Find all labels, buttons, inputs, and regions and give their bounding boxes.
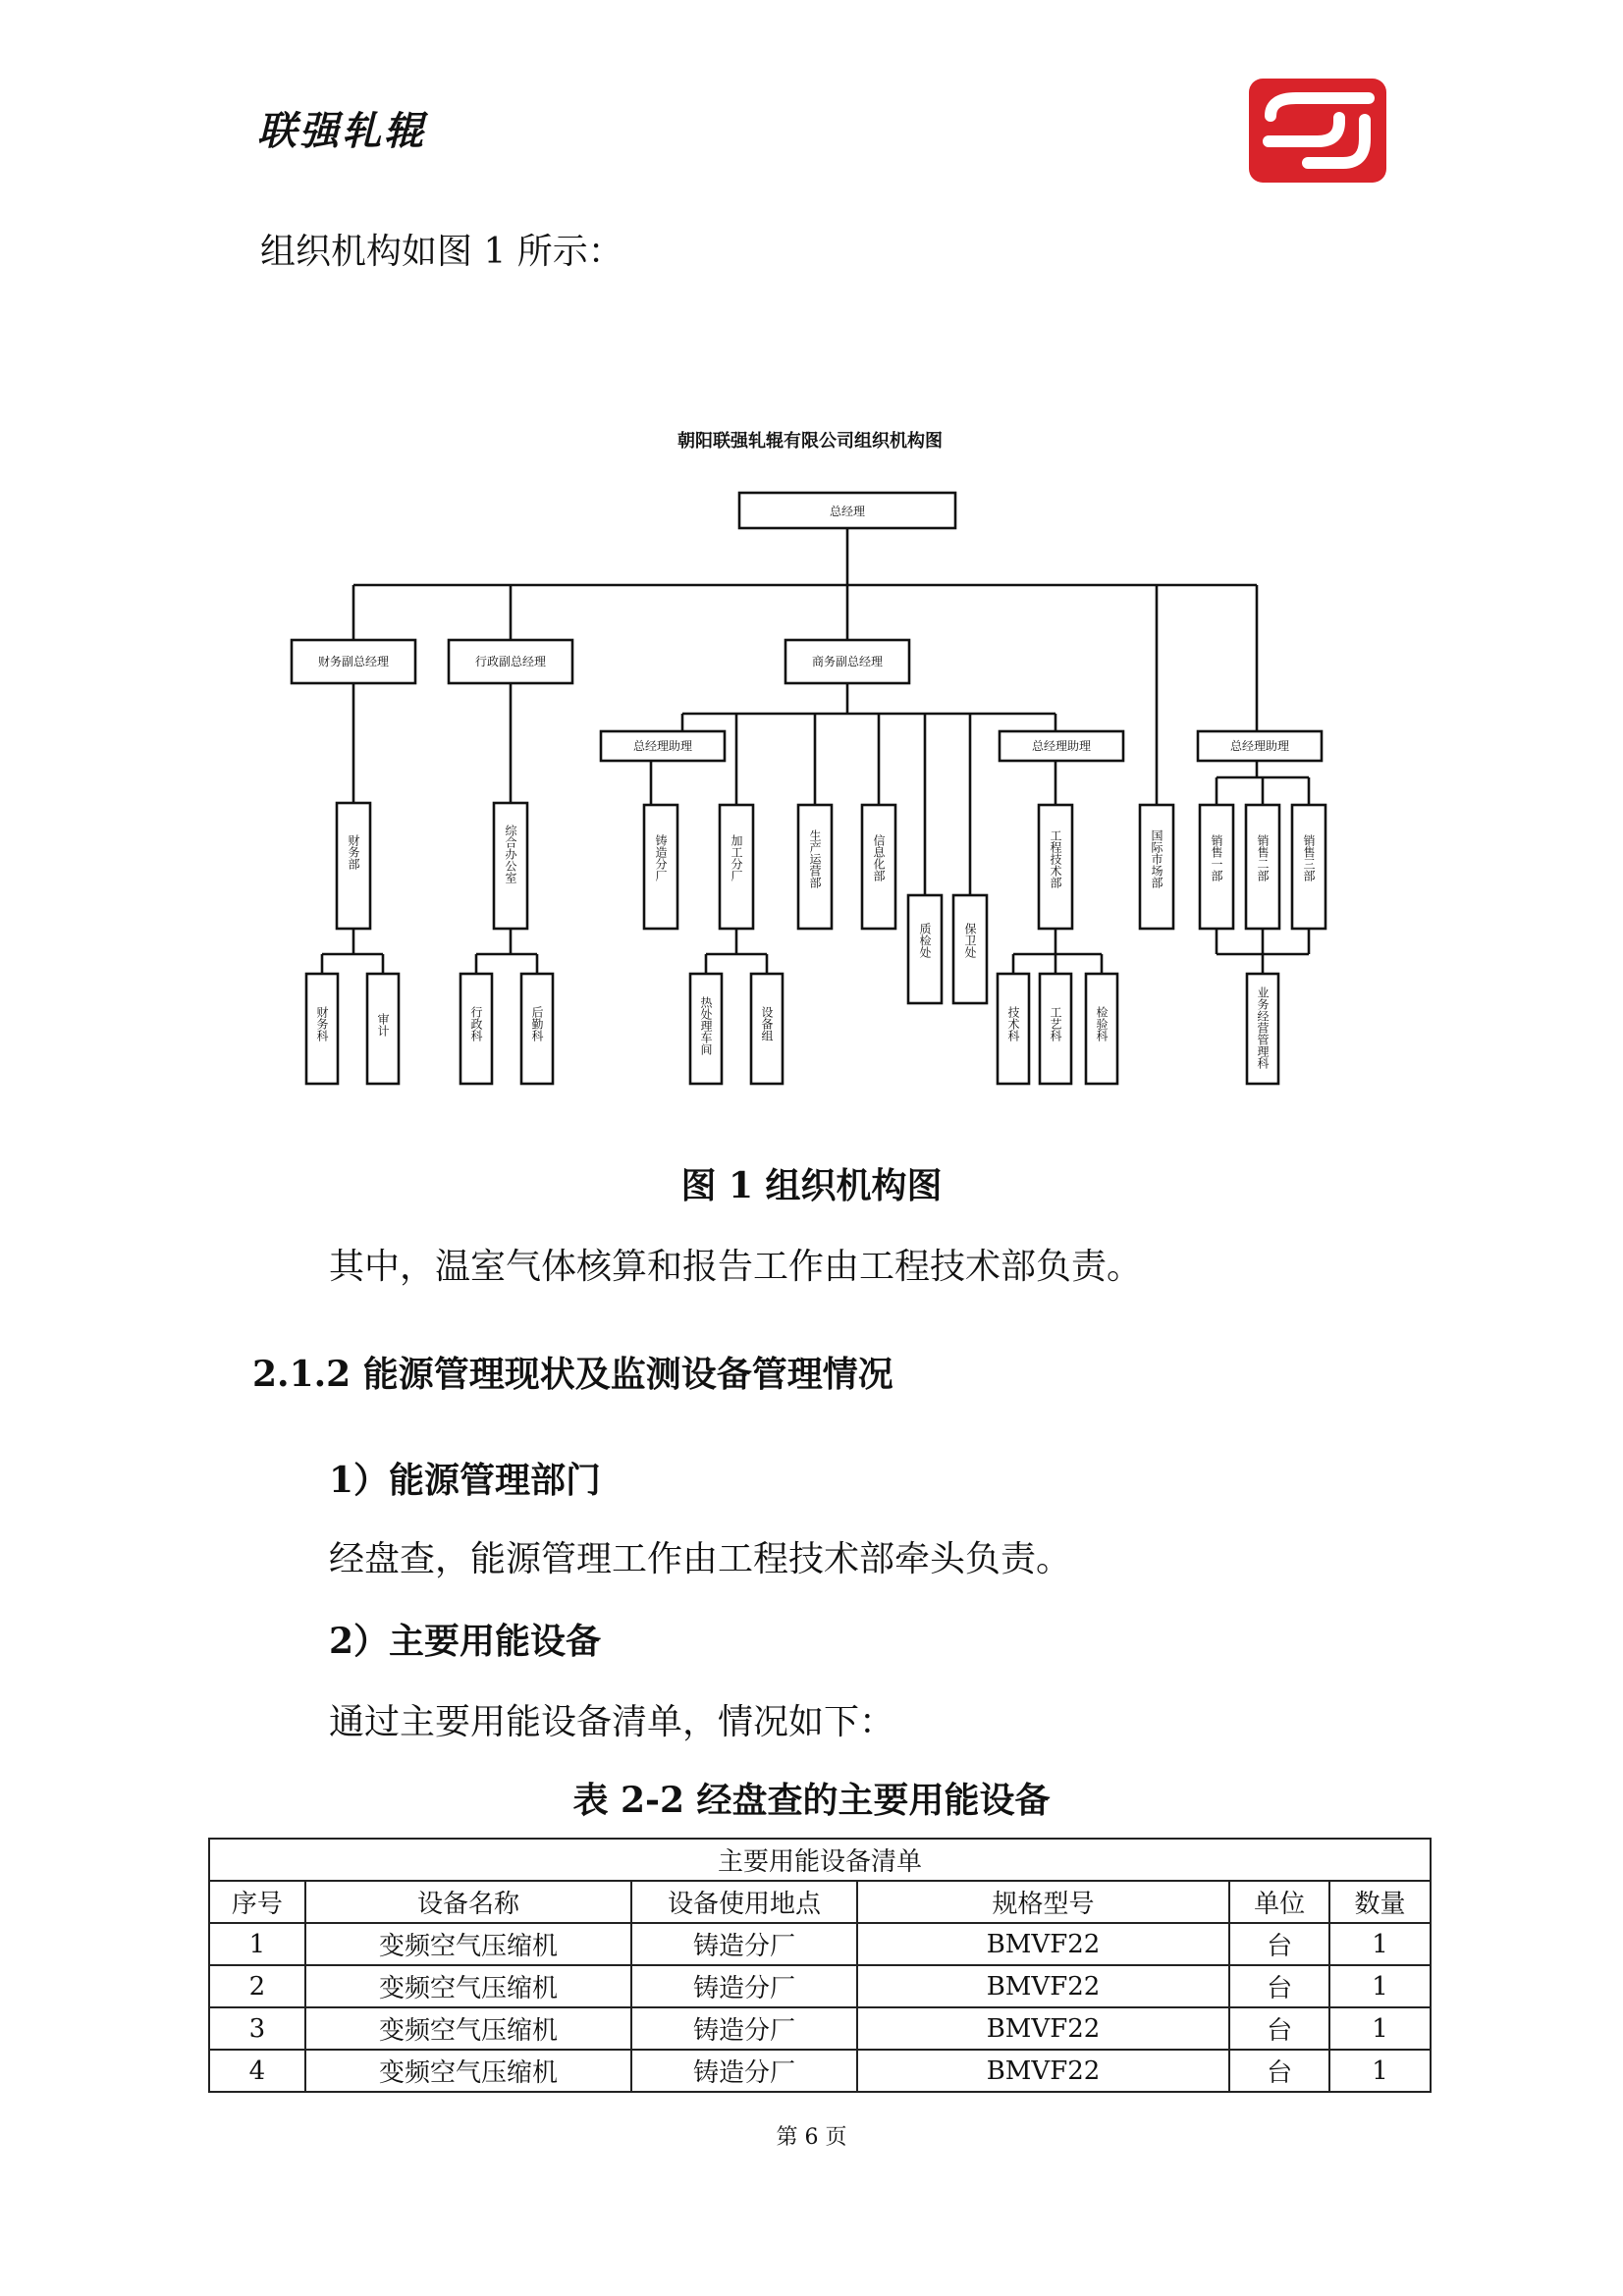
table-cell: 变频空气压缩机 xyxy=(305,1923,631,1965)
table-cell: 1 xyxy=(1329,2007,1431,2050)
table-cell: BMVF22 xyxy=(857,1965,1229,2007)
column-header: 规格型号 xyxy=(857,1881,1229,1923)
org-vp-finance: 财务副总经理 xyxy=(317,655,390,668)
table-cell: 4 xyxy=(209,2050,305,2092)
intro-text: 组织机构如图 1 所示： xyxy=(260,232,623,272)
org-quality-office: 质检处 xyxy=(918,923,932,958)
column-header: 设备名称 xyxy=(305,1881,631,1923)
table-cell: 1 xyxy=(1329,1923,1431,1965)
equipment-table xyxy=(208,1838,1432,2093)
org-root: 总经理 xyxy=(829,505,866,518)
table-cell: BMVF22 xyxy=(857,2007,1229,2050)
column-header: 单位 xyxy=(1229,1881,1329,1923)
table-title-row xyxy=(209,1839,1431,1881)
org-finance-dept: 财务部 xyxy=(347,834,360,870)
table-cell: 台 xyxy=(1229,1923,1329,1965)
org-production-dept: 生产运营部 xyxy=(808,829,822,888)
org-audit: 审计 xyxy=(376,1013,390,1037)
org-office: 综合办公室 xyxy=(504,825,517,883)
org-tech-section: 技术科 xyxy=(1006,1006,1020,1041)
table-cell: 2 xyxy=(209,1965,305,2007)
org-sales-2: 销售二部 xyxy=(1256,834,1270,881)
table-cell: BMVF22 xyxy=(857,2050,1229,2092)
table-header-row xyxy=(209,1881,1431,1923)
column-header: 序号 xyxy=(209,1881,305,1923)
org-security-office: 保卫处 xyxy=(963,923,977,958)
org-admin-section: 行政科 xyxy=(469,1006,483,1041)
org-equipment-group: 设备组 xyxy=(760,1006,774,1041)
org-sales-1: 销售一部 xyxy=(1210,834,1223,881)
column-header: 设备使用地点 xyxy=(631,1881,857,1923)
org-assistant-1: 总经理助理 xyxy=(632,739,693,753)
table-cell: 铸造分厂 xyxy=(631,1923,857,1965)
org-assistant-3: 总经理助理 xyxy=(1229,739,1290,753)
org-machining-plant: 加工分厂 xyxy=(730,834,743,881)
table-cell: 铸造分厂 xyxy=(631,1965,857,2007)
table-row xyxy=(209,2050,1431,2092)
table-title: 主要用能设备清单 xyxy=(209,1839,1431,1881)
table-row xyxy=(209,1965,1431,2007)
org-engineering-dept: 工程技术部 xyxy=(1049,829,1062,888)
section-heading-2-1-2: 2.1.2 能源管理现状及监测设备管理情况 xyxy=(252,1354,893,1395)
table-cell: 变频空气压缩机 xyxy=(305,1965,631,2007)
table-row xyxy=(209,1923,1431,1965)
org-logistics-section: 后勤科 xyxy=(530,1006,544,1041)
table-cell: 台 xyxy=(1229,1965,1329,2007)
table-caption: 表 2-2 经盘查的主要用能设备 xyxy=(572,1780,1051,1821)
company-logo-icon xyxy=(1249,79,1386,183)
table-cell: 3 xyxy=(209,2007,305,2050)
table-row xyxy=(209,2007,1431,2050)
column-header: 数量 xyxy=(1329,1881,1431,1923)
table-cell: 1 xyxy=(209,1923,305,1965)
org-casting-plant: 铸造分厂 xyxy=(654,834,668,881)
org-chart-title: 朝阳联强轧辊有限公司组织机构图 xyxy=(677,431,943,452)
subheading-energy-dept: 1）能源管理部门 xyxy=(329,1460,602,1501)
page-number: 第 6 页 xyxy=(776,2125,847,2150)
table-cell: 1 xyxy=(1329,1965,1431,2007)
org-sales-3: 销售三部 xyxy=(1302,834,1316,881)
paragraph-energy-dept: 经盘查，能源管理工作由工程技术部牵头负责。 xyxy=(329,1539,1072,1579)
org-assistant-2: 总经理助理 xyxy=(1031,739,1092,753)
org-intl-market-dept: 国际市场部 xyxy=(1150,829,1163,888)
table-cell: 台 xyxy=(1229,2050,1329,2092)
org-business-mgmt: 业务经营管理科 xyxy=(1256,987,1270,1069)
org-chart xyxy=(285,412,1335,1099)
paragraph-ghg-responsibility: 其中，温室气体核算和报告工作由工程技术部负责。 xyxy=(329,1247,1143,1287)
table-cell: BMVF22 xyxy=(857,1923,1229,1965)
org-accounting: 财务科 xyxy=(315,1006,329,1041)
table-cell: 变频空气压缩机 xyxy=(305,2007,631,2050)
table-cell: 变频空气压缩机 xyxy=(305,2050,631,2092)
subheading-main-equipment: 2）主要用能设备 xyxy=(329,1621,602,1662)
table-cell: 台 xyxy=(1229,2007,1329,2050)
table-cell: 铸造分厂 xyxy=(631,2007,857,2050)
company-brand-text: 联强轧辊 xyxy=(257,109,426,154)
table-cell: 铸造分厂 xyxy=(631,2050,857,2092)
org-it-dept: 信息化部 xyxy=(872,834,886,881)
figure-caption: 图 1 组织机构图 xyxy=(680,1165,943,1206)
org-heat-treatment: 热处理车间 xyxy=(699,996,713,1055)
paragraph-equipment-list: 通过主要用能设备清单，情况如下： xyxy=(329,1702,895,1742)
org-process-section: 工艺科 xyxy=(1049,1006,1062,1041)
org-inspection-section: 检验科 xyxy=(1095,1006,1109,1041)
org-vp-business: 商务副总经理 xyxy=(811,655,884,668)
table-cell: 1 xyxy=(1329,2050,1431,2092)
org-vp-admin: 行政副总经理 xyxy=(474,655,547,668)
